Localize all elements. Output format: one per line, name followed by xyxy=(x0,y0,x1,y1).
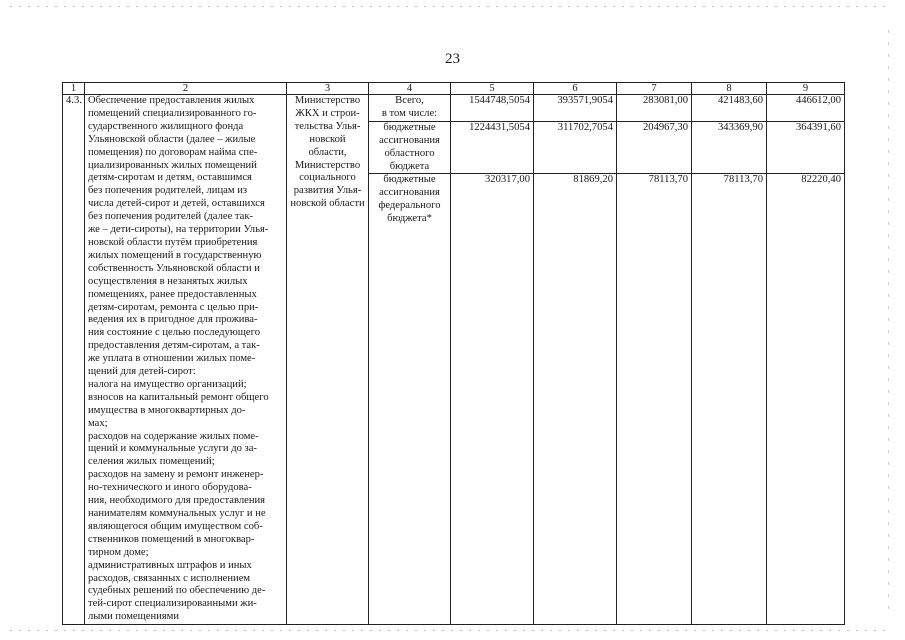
value-cell: 311702,7054 xyxy=(534,121,617,174)
description-lines xyxy=(88,95,283,624)
executor-line: новской области xyxy=(290,198,365,210)
header-cell: 3 xyxy=(287,83,369,95)
description-line: лыми помещениями xyxy=(88,611,180,623)
description-line: ведения их в пригодное для прожива- xyxy=(88,314,258,326)
description-line: расходов на замену и ремонт инженер- xyxy=(88,469,264,481)
row-description xyxy=(85,95,287,625)
executor-line: тельства Улья- xyxy=(294,120,361,132)
source-label-federal xyxy=(369,174,451,625)
executor-line: новской области, xyxy=(308,133,347,158)
description-line: имущества в многоквартирных до- xyxy=(88,404,246,416)
header-cell: 1 xyxy=(63,83,85,95)
description-line: ния состояние с целью последующего xyxy=(88,327,260,339)
description-line: тирном доме; xyxy=(88,546,149,558)
value-cell: 421483,60 xyxy=(692,95,767,122)
source-label-regional xyxy=(369,121,451,174)
header-cell: 4 xyxy=(369,83,451,95)
description-line: расходов, связанных с исполнением xyxy=(88,572,251,584)
description-line: расходов на содержание жилых поме- xyxy=(88,430,259,442)
description-line: помещениях, ранее предоставленных xyxy=(88,288,257,300)
description-line: собственность Ульяновской области и xyxy=(88,262,260,274)
description-line: щений для детей-сирот: xyxy=(88,366,196,378)
budget-table xyxy=(62,82,845,625)
executor-line: развития Улья- xyxy=(293,185,362,197)
header-row xyxy=(63,83,845,95)
description-line: налога на имущество организаций; xyxy=(88,378,247,390)
description-line: административных штрафов и иных xyxy=(88,559,252,571)
value-cell: 78113,70 xyxy=(692,174,767,625)
scan-noise-top xyxy=(10,6,890,7)
source-label-line: бюджета xyxy=(389,160,430,172)
value-cell: 81869,20 xyxy=(534,174,617,625)
source-label-line: ассигнования xyxy=(379,187,440,199)
description-line: нанимателям коммунальных услуг и не xyxy=(88,508,266,519)
table-row-total xyxy=(63,95,845,122)
description-line: без попечения родителей, лицам из xyxy=(88,185,248,197)
value-cell: 343369,90 xyxy=(692,121,767,174)
header-cell: 6 xyxy=(534,83,617,95)
description-line: осуществления в незанятых жилых xyxy=(88,275,248,287)
executor-line: Министерство xyxy=(294,159,361,171)
source-label-line: бюджета* xyxy=(387,213,432,225)
value-cell: 1544748,5054 xyxy=(451,95,534,122)
description-line: тей-сирот специализированными жи- xyxy=(88,598,257,610)
description-line: жилых помещений в государственную xyxy=(88,249,262,261)
header-cell: 7 xyxy=(617,83,692,95)
description-line: являющегося общим имуществом соб- xyxy=(88,520,263,532)
source-label-line: бюджетные xyxy=(383,174,436,186)
executor-line: социального xyxy=(299,172,356,184)
description-line: Ульяновской области (далее – жилые xyxy=(88,133,256,145)
value-cell: 320317,00 xyxy=(451,174,534,625)
description-line: же уплата в отношении жилых поме- xyxy=(88,353,256,365)
executor-lines xyxy=(290,95,365,211)
description-line: сударственного жилищного фонда xyxy=(88,120,244,132)
page-number: 23 xyxy=(445,51,460,67)
source-label-line: областного xyxy=(384,147,435,159)
value-cell: 393571,9054 xyxy=(534,95,617,122)
description-line: помещений специализированного го- xyxy=(88,107,257,119)
scan-noise-bottom xyxy=(10,630,890,631)
source-label-line: Всего, xyxy=(395,95,424,106)
description-line: новской области путём приобретения xyxy=(88,236,258,248)
header-cell: 5 xyxy=(451,83,534,95)
header-cell: 8 xyxy=(692,83,767,95)
description-line: но-технического и иного оборудова- xyxy=(88,482,252,494)
description-line: числа детей-сирот и детей, оставшихся xyxy=(88,198,265,210)
row-executor xyxy=(287,95,369,625)
source-label-line: в том числе: xyxy=(381,107,438,119)
value-cell: 204967,30 xyxy=(617,121,692,174)
source-label-total xyxy=(369,95,451,122)
value-cell: 283081,00 xyxy=(617,95,692,122)
scan-edge-right xyxy=(888,30,889,610)
value-cell: 82220,40 xyxy=(767,174,845,625)
executor-line: ЖКХ и строи- xyxy=(295,107,360,119)
header-cell: 2 xyxy=(85,83,287,95)
value-cell: 1224431,5054 xyxy=(451,121,534,174)
description-line: взносов на капитальный ремонт общего xyxy=(88,391,269,403)
value-cell: 446612,00 xyxy=(767,95,845,122)
description-line: детям-сиротам, ремонта с целью при- xyxy=(88,301,259,313)
description-line: детям-сиротам и детям, оставшимся xyxy=(88,172,252,184)
description-line: щений и коммунальные услуги до за- xyxy=(88,443,257,455)
description-line: селения жилых помещений; xyxy=(88,456,215,468)
description-line: судебных решений по обеспечению де- xyxy=(88,585,266,597)
description-line: помещения) по договорам найма спе- xyxy=(88,146,258,158)
executor-line: Министерство xyxy=(294,95,361,106)
description-line: без попечения родителей (далее так- xyxy=(88,211,254,223)
description-line: Обеспечение предоставления жилых xyxy=(88,95,255,106)
description-line: ния, необходимого для предоставления xyxy=(88,495,266,507)
value-cell: 78113,70 xyxy=(617,174,692,625)
description-line: мах; xyxy=(88,417,108,429)
description-line: же – дети-сироты), на территории Улья- xyxy=(88,224,269,236)
header-cell: 9 xyxy=(767,83,845,95)
source-label-line: бюджетные xyxy=(383,121,436,133)
value-cell: 364391,60 xyxy=(767,121,845,174)
description-line: предоставления детям-сиротам, а так- xyxy=(88,340,260,352)
description-line: циализированных жилых помещений xyxy=(88,159,257,171)
description-line: ственников помещений в многоквар- xyxy=(88,533,255,545)
row-number: 4.3. xyxy=(63,95,85,625)
source-label-line: федерального xyxy=(378,200,441,212)
source-label-line: ассигнования xyxy=(379,134,440,146)
